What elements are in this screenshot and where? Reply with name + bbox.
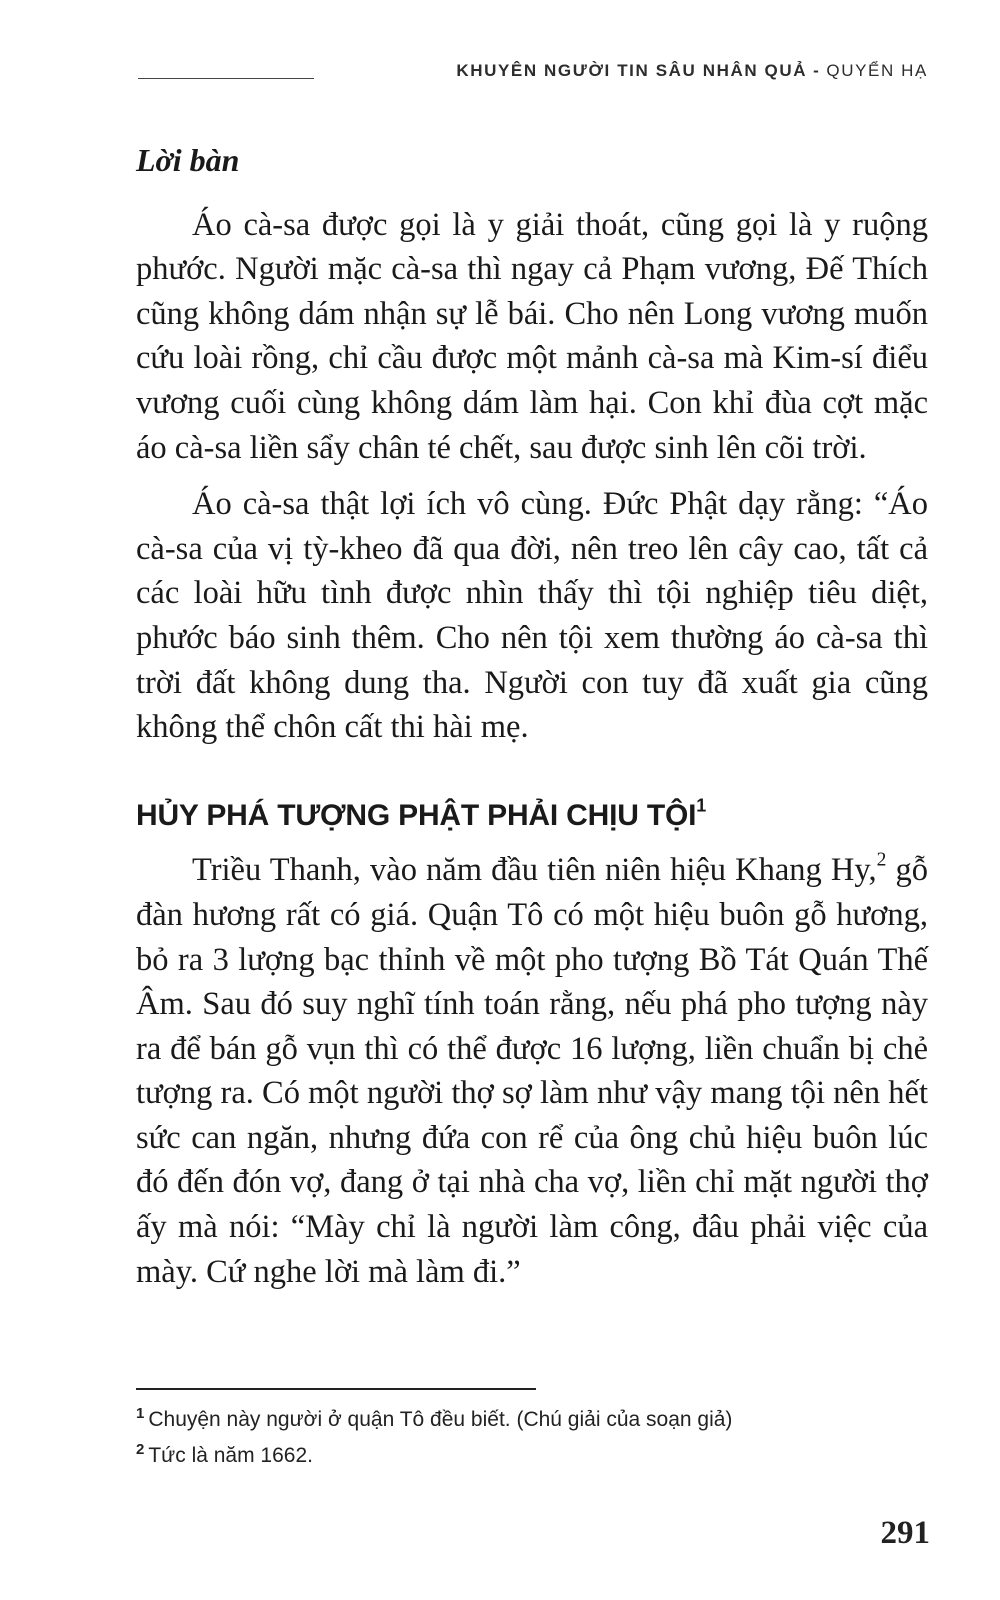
volume-label: QUYỂN HẠ (826, 61, 928, 80)
story-text-rest: gỗ đàn hương rất có giá. Quận Tô có một hiệu buôn gỗ hương, bỏ ra 3 lượng bạc thỉnh về một pho tượng Bồ Tát Quán Thế Âm. Sau đó suy nghĩ tính toán rằng, nếu phá pho tượng này ra để bán gỗ vụn thì có thể được 16 lượng, liền chuẩn bị chẻ tượng ra. Có một người thợ sợ làm như vậy mang tội nên hết sức can ngăn, nhưng đứa con rể của ông chủ hiệu buôn lúc đó đến đón vợ, đang ở tại nhà cha vợ, liền chỉ mặt người thợ ấy mà nói: “Mày chỉ là người làm công, đâu phải việc của mày. Cứ nghe lời mà làm đi.” (136, 852, 929, 1290)
footnote-ref-2: 2 (876, 849, 887, 871)
header-separator: - (813, 61, 821, 80)
commentary-paragraph-2: Áo cà-sa thật lợi ích vô cùng. Đức Phật dạy rằng: “Áo cà-sa của vị tỳ-kheo đã qua đời, nên treo lên cây cao, tất cả các loài hữu tình được nhìn thấy thì tội nghiệp tiêu diệt, phước báo sinh thêm. Cho nên tội xem thường áo cà-sa thì trời đất không dung tha. Người con tuy đã xuất gia cũng không thể chôn cất thi hài mẹ. (136, 486, 928, 746)
footnote-text-1: Chuyện này người ở quận Tô đều biết. (Chú giải của soạn giả) (148, 1408, 733, 1431)
footnote-number-1: 1 (136, 1404, 145, 1422)
footnote-ref-1: 1 (696, 795, 707, 816)
footnote-2 (136, 1438, 936, 1474)
commentary-paragraph-1: Áo cà-sa được gọi là y giải thoát, cũng gọi là y ruộng phước. Người mặc cà-sa thì ngay cả Phạm vương, Đế Thích cũng không dám nhận sự lễ bái. Cho nên Long vương muốn cứu loài rồng, chỉ cầu được một mảnh cà-sa mà Kim-sí điểu vương cuối cùng không dám làm hại. Con khỉ đùa cợt mặc áo cà-sa liền sẩy chân té chết, sau được sinh lên cõi trời. (136, 206, 928, 466)
footnote-1 (136, 1402, 936, 1438)
footnote-text-2: Tức là năm 1662. (148, 1444, 313, 1467)
page-body (136, 138, 928, 1306)
book-title: KHUYÊN NGƯỜI TIN SÂU NHÂN QUẢ (456, 61, 808, 80)
section-title (136, 794, 928, 839)
footnotes (136, 1402, 936, 1474)
page-number: 291 (880, 1515, 930, 1551)
footnote-rule (136, 1388, 536, 1390)
footnote-number-2: 2 (136, 1440, 145, 1458)
commentary-title: Lời bàn (136, 142, 240, 178)
story-paragraph (136, 848, 928, 1294)
running-header (456, 61, 928, 81)
story-text-start: Triều Thanh, vào năm đầu tiên niên hiệu Khang Hy, (192, 852, 877, 889)
header-rule (138, 78, 314, 79)
section-title-text: HỦY PHÁ TƯỢNG PHẬT PHẢI CHỊU TỘI (136, 798, 697, 832)
